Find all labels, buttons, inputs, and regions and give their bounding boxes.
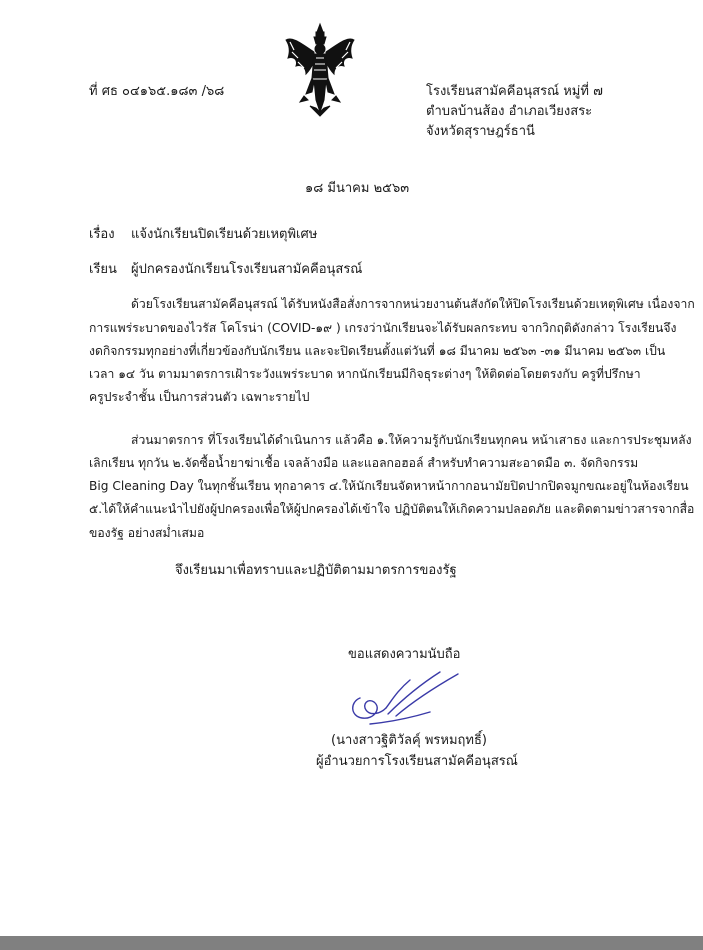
sender-address-line-2: ตำบลบ้านส้อง อำเภอเวียงสระ [426,104,593,119]
paragraph-1-line-1: ด้วยโรงเรียนสามัคคีอนุสรณ์ ได้รับหนังสือสั่งการจากหน่วยงานต้นสังกัดให้ปิดโรงเรียนด้วยเหตุพิเศษ เนื่องจาก [131,297,695,311]
paragraph-2-line-1: ส่วนมาตรการ ที่โรงเรียนได้ดำเนินการ แล้วคือ ๑.ให้ความรู้กับนักเรียนทุกคน หน้าเสาธง และการประชุมหลัง [131,433,692,447]
document-number: ที่ ศธ ๐๔๑๖๕.๑๘๓ /๖๘ [89,84,225,99]
paragraph-2-line-3: Big Cleaning Day ในทุกชั้นเรียน ทุกอาคาร ๔.ให้นักเรียนจัดหาหน้ากากอนามัยปิดปากปิดจมูกขณะอยู่ในห้องเรียน [89,479,689,493]
paragraph-1-line-4: เวลา ๑๔ วัน ตามมาตรการเฝ้าระวังแพร่ระบาด หากนักเรียนมีกิจธุระต่างๆ ให้ติดต่อโดยตรงกับ ครูที่ปรึกษา [89,367,641,381]
sender-address-line-1: โรงเรียนสามัคคีอนุสรณ์ หมู่ที่ ๗ [426,84,603,99]
closing-regards: ขอแสดงความนับถือ [348,647,461,662]
document-date: ๑๘ มีนาคม ๒๕๖๓ [305,181,410,196]
paragraph-1-line-5: ครูประจำชั้น เป็นการส่วนตัว เฉพาะรายไป [89,390,310,404]
recipient-label: เรียน [89,262,117,277]
paragraph-2-line-2: เลิกเรียน ทุกวัน ๒.จัดซื้อน้ำยาฆ่าเชื้อ เจลล้างมือ และแอลกอฮอล์ สำหรับทำความสะอาดมือ ๓. จัดกิจกรรม [89,456,639,470]
paragraph-1-line-3: งดกิจกรรมทุกอย่างที่เกี่ยวข้องกับนักเรียน และจะปิดเรียนตั้งแต่วันที่ ๑๘ มีนาคม ๒๕๖๓ -๓๑ มีนาคม ๒๕๖๓ เป็น [89,344,666,358]
garuda-emblem [284,22,356,118]
sender-address-line-3: จังหวัดสุราษฎร์ธานี [426,124,535,139]
paragraph-2-line-5: ของรัฐ อย่างสม่ำเสมอ [89,526,205,540]
subject-label: เรื่อง [89,227,115,242]
paragraph-2-line-4: ๕.ได้ให้คำแนะนำไปยังผู้ปกครองเพื่อให้ผู้ปกครองได้เข้าใจ ปฏิบัติตนให้เกิดความปลอดภัย และติดตามข่าวสารจากสื่อ [89,502,695,516]
signatory-name: (นางสาวฐิติวัลคุ์ พรหมฤทธิ์) [331,733,487,748]
subject-text: แจ้งนักเรียนปิดเรียนด้วยเหตุพิเศษ [131,227,318,242]
recipient-text: ผู้ปกครองนักเรียนโรงเรียนสามัคคีอนุสรณ์ [131,262,363,277]
paragraph-1-line-2: การแพร่ระบาดของไวรัส โคโรน่า (COVID-๑๙ ) เกรงว่านักเรียนจะได้รับผลกระทบ จากวิกฤติดังกล่าว โรงเรียนจึง [89,321,677,335]
closing-statement: จึงเรียนมาเพื่อทราบและปฏิบัติตามมาตรการของรัฐ [175,563,457,578]
bottom-border-band [0,936,703,950]
handwritten-signature [340,668,475,728]
signatory-position: ผู้อำนวยการโรงเรียนสามัคคีอนุสรณ์ [316,754,518,769]
